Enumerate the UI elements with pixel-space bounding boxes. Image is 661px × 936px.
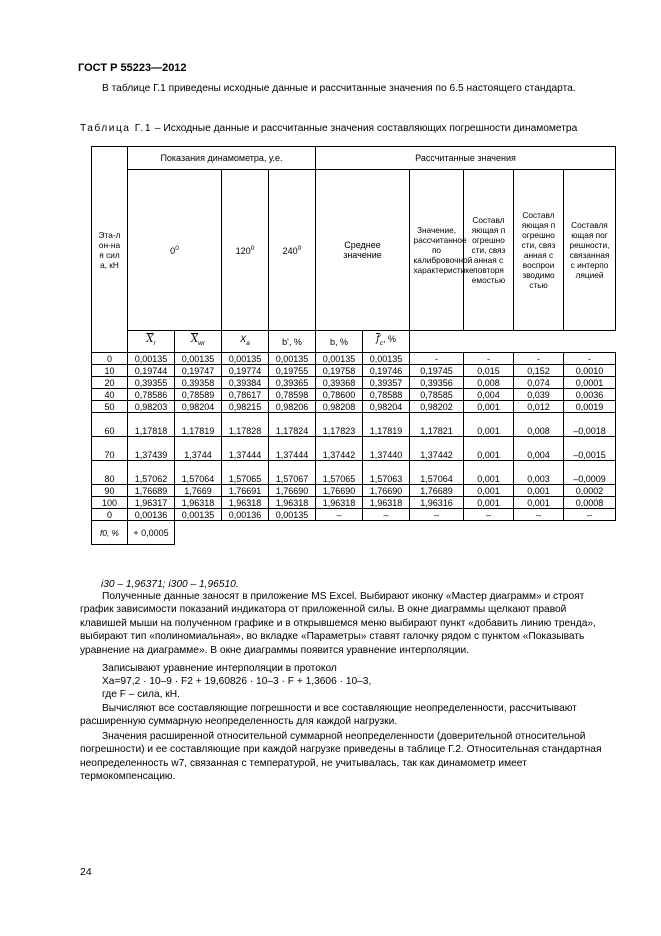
- table-cell: -: [410, 353, 464, 365]
- table-cell: 1,96316: [410, 497, 464, 509]
- table-cell: 0,00136: [222, 509, 269, 521]
- table-cell: 0,004: [514, 437, 564, 461]
- table-cell: 20: [92, 377, 128, 389]
- table-caption: [80, 123, 620, 134]
- paragraph-compute: Вычисляют все составляющие погрешности и все составляющие неопределенности, рассчитывают расширенную суммарную неопределенность для каждой нагрузки.: [80, 703, 577, 728]
- group-calc-header: Рассчитанные значения: [316, 147, 616, 170]
- table-cell: –: [564, 509, 616, 521]
- i-values-line: i30 – 1,96371; i300 – 1,96510.: [101, 579, 239, 590]
- sym-b-prime: b', %: [269, 331, 316, 353]
- table-cell: 0,19744: [128, 365, 175, 377]
- table-row: [92, 389, 616, 401]
- table-cell: 1,57062: [128, 461, 175, 485]
- intro-paragraph: В таблице Г.1 приведены исходные данные и рассчитанные значения по 6.5 настоящего стандарта.: [102, 83, 576, 94]
- table-cell: 1,96318: [269, 497, 316, 509]
- table-cell: 1,17824: [269, 413, 316, 437]
- group-readings-header: Показания динамометра, у.е.: [128, 147, 316, 170]
- table-caption-label: Таблица Г.1: [80, 123, 153, 134]
- table-cell: 1,17819: [175, 413, 222, 437]
- table-cell: 0,001: [514, 497, 564, 509]
- table-row: [92, 365, 616, 377]
- table-cell: 1,57064: [175, 461, 222, 485]
- table-cell: 0,152: [514, 365, 564, 377]
- table-cell: 1,96318: [316, 497, 363, 509]
- table-cell: 1,96318: [363, 497, 410, 509]
- table-cell: 0,001: [464, 401, 514, 413]
- table-cell: 1,96317: [128, 497, 175, 509]
- table-cell: -: [464, 353, 514, 365]
- table-cell: –: [464, 509, 514, 521]
- table-cell: 1,76690: [269, 485, 316, 497]
- table-cell: 1,57067: [269, 461, 316, 485]
- paragraph-record: Записывают уравнение интерполяции в протокол: [102, 663, 337, 674]
- formula-where: где F – сила, кН.: [102, 689, 180, 700]
- table-cell: 0,008: [464, 377, 514, 389]
- table-row: [92, 437, 616, 461]
- table-cell: 1,76689: [410, 485, 464, 497]
- table-cell: 0,00135: [269, 353, 316, 365]
- table-cell: 0,39355: [128, 377, 175, 389]
- table-cell: 0,78598: [269, 389, 316, 401]
- f0-label: f0, %: [92, 521, 128, 545]
- paragraph-values: Значения расширенной относительной суммарной неопределенности (доверительной относительной погрешности) и ее составляющие при каждой нагрузке приведены в таблице Г.2. Относительная стандартная неопределенность w7, связанная с температурой, не учитывалась, так как динамометр имеет термокомпенсацию.: [80, 731, 602, 783]
- sym-x-wr: $\overline{X}_{wr}$: [175, 331, 222, 353]
- table-cell: 0,19747: [175, 365, 222, 377]
- table-cell: 0,78589: [175, 389, 222, 401]
- table-cell: 1,17818: [128, 413, 175, 437]
- table-cell: 1,76690: [363, 485, 410, 497]
- table-cell: 0,39368: [316, 377, 363, 389]
- table-row: [92, 497, 616, 509]
- col-load-header: Эта-лон-ная сила, кН: [92, 147, 128, 353]
- table-cell: 0,00135: [175, 353, 222, 365]
- table-cell: 1,17821: [410, 413, 464, 437]
- table-cell: 0,98215: [222, 401, 269, 413]
- table-row: [92, 413, 616, 437]
- table-cell: 0,19755: [269, 365, 316, 377]
- table-cell: 1,17823: [316, 413, 363, 437]
- table-cell: 0,39365: [269, 377, 316, 389]
- table-cell: 0,001: [464, 437, 514, 461]
- avg-header: Среднее значение: [316, 170, 410, 331]
- table-cell: –: [514, 509, 564, 521]
- table-cell: 0,001: [464, 461, 514, 485]
- interpolation-header: Составляющая погрешности, связанная с интерполяцией: [564, 170, 616, 331]
- repeatability-header: Составляющая погрешности, связанная с повторяемостью: [464, 170, 514, 331]
- table-cell: 0,001: [464, 497, 514, 509]
- table-cell: 0,00135: [363, 353, 410, 365]
- table-cell: 1,7669: [175, 485, 222, 497]
- table-caption-text: – Исходные данные и рассчитанные значения составляющих погрешности динамометра: [154, 123, 578, 134]
- table-cell: 40: [92, 389, 128, 401]
- table-cell: –: [410, 509, 464, 521]
- table-cell: 0,0008: [564, 497, 616, 509]
- table-cell: 1,57064: [410, 461, 464, 485]
- table-cell: 0,98204: [175, 401, 222, 413]
- reproducibility-header: Составляющая погрешности, связанная с воспроизводимостью: [514, 170, 564, 331]
- table-cell: 0,39357: [363, 377, 410, 389]
- table-cell: 0,19774: [222, 365, 269, 377]
- table-cell: 0,78585: [410, 389, 464, 401]
- table-cell: 0,98202: [410, 401, 464, 413]
- table-row: [92, 461, 616, 485]
- page-number: 24: [80, 866, 92, 878]
- table-cell: 0,015: [464, 365, 514, 377]
- table-cell: 1,96318: [175, 497, 222, 509]
- table-row: [92, 401, 616, 413]
- table-cell: -: [564, 353, 616, 365]
- table-cell: 0,39384: [222, 377, 269, 389]
- table-cell: 0,19745: [410, 365, 464, 377]
- table-cell: 0,98208: [316, 401, 363, 413]
- sym-x-r: $\overline{X}_r$: [128, 331, 175, 353]
- angle-240-header: $240^0$: [269, 170, 316, 331]
- table-cell: 1,76690: [316, 485, 363, 497]
- calc-value-header: Значение, рассчитанное по калибровочной характеристике: [410, 170, 464, 331]
- table-cell: 10: [92, 365, 128, 377]
- table-cell: -: [514, 353, 564, 365]
- table-cell: 0,008: [514, 413, 564, 437]
- table-cell: 80: [92, 461, 128, 485]
- table-cell: –0,0015: [564, 437, 616, 461]
- table-cell: 0,39356: [410, 377, 464, 389]
- sym-b: b, %: [316, 331, 363, 353]
- table-cell: 0: [92, 353, 128, 365]
- table-cell: –: [316, 509, 363, 521]
- table-cell: 0,0001: [564, 377, 616, 389]
- table-cell: 0,0019: [564, 401, 616, 413]
- table-cell: 0: [92, 509, 128, 521]
- angle-0-header: $0^0$: [128, 170, 222, 331]
- table-cell: 90: [92, 485, 128, 497]
- table-cell: 0,78617: [222, 389, 269, 401]
- table-cell: 0,003: [514, 461, 564, 485]
- table-cell: 0,78588: [363, 389, 410, 401]
- table-cell: 0,001: [464, 485, 514, 497]
- table-row: [92, 485, 616, 497]
- table-cell: 0,001: [464, 413, 514, 437]
- sym-f-c: $\overline{f}_c$, %: [363, 331, 410, 353]
- table-cell: 0,39358: [175, 377, 222, 389]
- table-cell: 0,00135: [222, 353, 269, 365]
- document-header: ГОСТ Р 55223—2012: [78, 62, 187, 74]
- table-row: [92, 353, 616, 365]
- table-cell: 1,37440: [363, 437, 410, 461]
- table-cell: 0,19746: [363, 365, 410, 377]
- table-cell: 0,039: [514, 389, 564, 401]
- table-cell: 0,0010: [564, 365, 616, 377]
- table-cell: –0,0009: [564, 461, 616, 485]
- table-cell: 0,012: [514, 401, 564, 413]
- table-cell: 0,0002: [564, 485, 616, 497]
- table-cell: 1,57065: [222, 461, 269, 485]
- table-cell: 0,0036: [564, 389, 616, 401]
- table-cell: 0,98206: [269, 401, 316, 413]
- table-cell: –: [363, 509, 410, 521]
- table-cell: 0,98204: [363, 401, 410, 413]
- table-row: [92, 377, 616, 389]
- table-cell: 1,37444: [269, 437, 316, 461]
- f0-value: + 0,0005: [128, 521, 175, 545]
- table-cell: 0,001: [514, 485, 564, 497]
- paragraph-excel: Полученные данные заносят в приложение MS Excel. Выбирают иконку «Мастер диаграмм» и строят график зависимости показаний индикатора от приложенной силы. В окне диаграммы щелкают правой клавишей мыши на полученном графике и в открывшемся меню выбирают пункт «добавить линию тренда», выбирают тип «полиномиальная», во вкладке «Параметры» ставят галочку рядом с пунктом «Показывать уравнение на диаграмме». В окне диаграммы появится уравнение интерполяции.: [80, 591, 596, 656]
- table-cell: 1,37444: [222, 437, 269, 461]
- table-cell: 0,074: [514, 377, 564, 389]
- formula: Xa=97,2 · 10–9 · F2 + 19,60826 · 10–3 · F + 1,3606 · 10–3,: [102, 676, 372, 687]
- table-cell: 0,00135: [175, 509, 222, 521]
- table-cell: 0,00135: [269, 509, 316, 521]
- table-cell: 50: [92, 401, 128, 413]
- table-cell: 0,19758: [316, 365, 363, 377]
- table-cell: 100: [92, 497, 128, 509]
- table-cell: 0,98203: [128, 401, 175, 413]
- table-cell: 1,57065: [316, 461, 363, 485]
- table-cell: 1,17828: [222, 413, 269, 437]
- table-cell: 0,78600: [316, 389, 363, 401]
- data-table: [91, 146, 616, 545]
- table-cell: 0,00135: [316, 353, 363, 365]
- table-cell: 1,17819: [363, 413, 410, 437]
- table-cell: –0,0018: [564, 413, 616, 437]
- table-cell: 0,78586: [128, 389, 175, 401]
- table-cell: 1,96318: [222, 497, 269, 509]
- table-cell: 0,00135: [128, 353, 175, 365]
- table-cell: 60: [92, 413, 128, 437]
- table-cell: 1,76691: [222, 485, 269, 497]
- table-cell: 1,37442: [410, 437, 464, 461]
- table-cell: 70: [92, 437, 128, 461]
- table-cell: 0,00136: [128, 509, 175, 521]
- table-cell: 1,37442: [316, 437, 363, 461]
- table-row: [92, 509, 616, 521]
- table-cell: 1,76689: [128, 485, 175, 497]
- table-cell: 1,57063: [363, 461, 410, 485]
- angle-120-header: $120^0$: [222, 170, 269, 331]
- table-cell: 1,37439: [128, 437, 175, 461]
- table-cell: 0,004: [464, 389, 514, 401]
- table-cell: 1,3744: [175, 437, 222, 461]
- sym-x-a: $X_a$: [222, 331, 269, 353]
